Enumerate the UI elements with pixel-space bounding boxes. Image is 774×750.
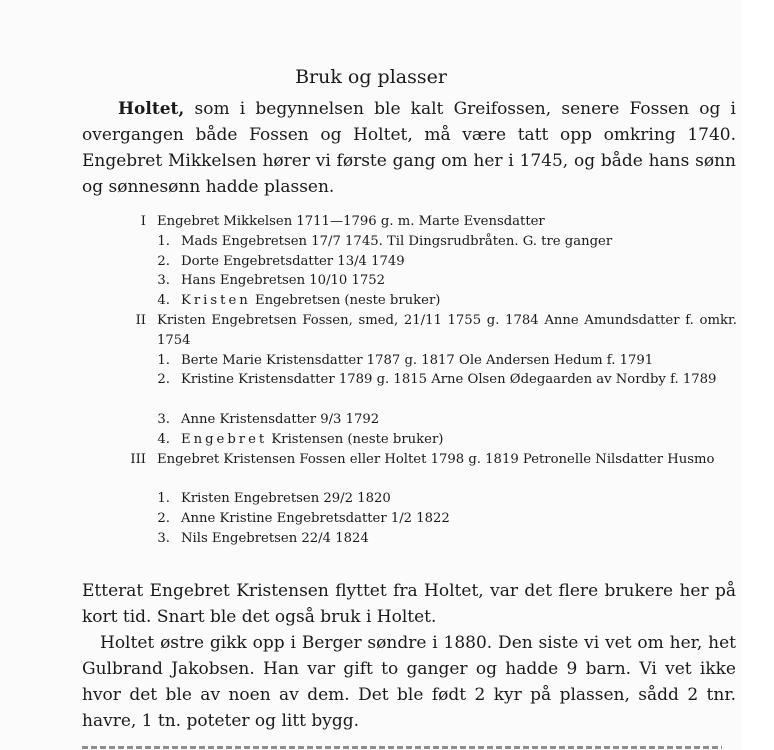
owner-number: II — [135, 312, 146, 328]
intro-text: som i begynnelsen ble kalt Greifossen, senere Fossen og i overgangen både Fossen og Holtet, må være tatt opp omkring 1740. Engebret Mikkelsen hører vi første gang om her i 1745, og både hans sønn og sønnesønn hadde plassen. — [82, 99, 736, 197]
child-number: 3. — [157, 411, 170, 427]
child-number: 4. — [157, 431, 170, 447]
child-text — [181, 291, 737, 311]
child-text: Mads Engebretsen 17/7 1745. Til Dingsrudbråten. G. tre ganger — [181, 233, 613, 249]
spaced-name: Kristen — [181, 293, 251, 309]
child-number: 2. — [157, 510, 170, 526]
genealogy-list — [0, 212, 742, 549]
owner-row — [0, 311, 742, 351]
paragraph-3: Holtet østre gikk opp i Berger søndre i 1880. Den siste vi vet om her, het Gulbrand Jakobsen. Han var gift to ganger og hadde 9 barn. Vi vet ikke hvor det ble av noen av dem. Det ble født 2 kyr på plassen, sådd 2 tnr. havre, 1 tn. poteter og litt bygg. — [82, 633, 736, 731]
child-row — [0, 370, 742, 410]
owner-text: Engebret Kristensen Fossen eller Holtet 1798 g. 1819 Petronelle Nilsdatter Husmo — [157, 451, 715, 467]
child-row — [0, 430, 742, 450]
child-row — [0, 252, 742, 272]
child-number: 1. — [157, 233, 170, 249]
child-text: Nils Engebretsen 22/4 1824 — [181, 530, 369, 546]
owner-text: Kristen Engebretsen Fossen, smed, 21/11 1755 g. 1784 Anne Amundsdatter f. omkr. 1754 — [157, 312, 737, 348]
child-row — [0, 271, 742, 291]
child-text: Berte Marie Kristensdatter 1787 g. 1817 Ole Andersen Hedum f. 1791 — [181, 352, 654, 368]
child-row — [0, 232, 742, 252]
owner-text: Engebret Mikkelsen 1711—1796 g. m. Marte Evensdatter — [157, 214, 545, 229]
section-title: Bruk og plasser — [295, 66, 447, 88]
cut-off-next-line — [82, 742, 722, 750]
child-number: 1. — [157, 491, 170, 507]
child-number: 4. — [157, 293, 170, 309]
owner-number: III — [130, 451, 146, 467]
child-text — [181, 430, 737, 450]
child-text: Kristen Engebretsen 29/2 1820 — [181, 491, 391, 507]
owner-number: I — [140, 214, 146, 229]
child-text: Kristine Kristensdatter 1789 g. 1815 Arne Olsen Ødegaarden av Nordby f. 1789 — [181, 372, 717, 388]
paragraph-2: Etterat Engebret Kristensen flyttet fra Holtet, var det flere brukere her på kort tid. Snart ble det også bruk i Holtet. — [82, 581, 736, 627]
intro-paragraph — [82, 96, 736, 200]
child-text-rest: Engebretsen (neste bruker) — [250, 293, 441, 309]
owner-row — [0, 212, 742, 232]
child-row — [0, 291, 742, 311]
spaced-name: Engebret — [181, 431, 268, 447]
child-number: 3. — [157, 273, 170, 289]
child-text: Hans Engebretsen 10/10 1752 — [181, 273, 386, 289]
child-text: Dorte Engebretsdatter 13/4 1749 — [181, 253, 405, 269]
child-text: Anne Kristensdatter 9/3 1792 — [181, 411, 380, 427]
child-row — [0, 529, 742, 549]
child-number: 2. — [157, 253, 170, 269]
child-number: 3. — [157, 530, 170, 546]
child-number: 1. — [157, 352, 170, 368]
child-text-rest: Kristensen (neste bruker) — [267, 431, 444, 447]
child-row — [0, 351, 742, 371]
child-number: 2. — [157, 372, 170, 388]
farm-name: Holtet, — [118, 99, 185, 119]
child-row — [0, 489, 742, 509]
child-row — [0, 410, 742, 430]
child-row — [0, 509, 742, 529]
child-text: Anne Kristine Engebretsdatter 1/2 1822 — [181, 510, 450, 526]
owner-row — [0, 450, 742, 490]
